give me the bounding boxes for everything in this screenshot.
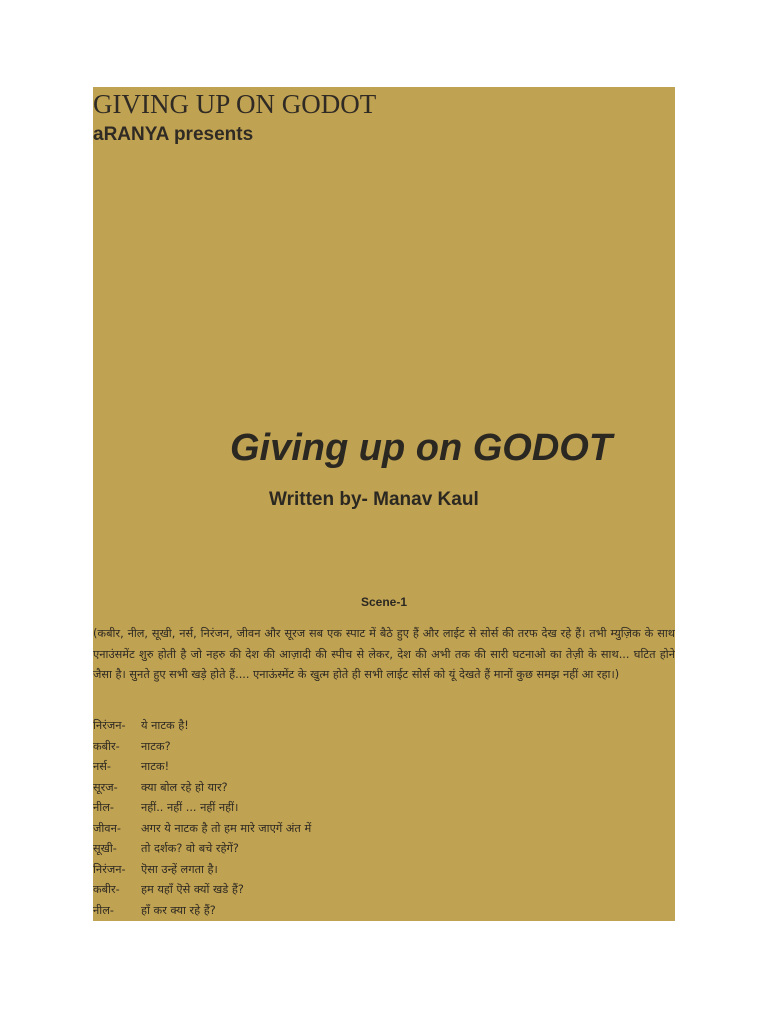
speaker-name: कबीर- bbox=[93, 739, 120, 753]
dialogue-list bbox=[93, 716, 675, 921]
speech-text: ये नाटक है! bbox=[141, 719, 189, 732]
speech-text: नाटक? bbox=[141, 739, 171, 753]
speech-text: तो दर्शक? वो बचे रहेगें? bbox=[141, 842, 239, 855]
speaker-name: कबीर- bbox=[93, 883, 120, 896]
speech-text: ऎसा उन्हें लगता है। bbox=[141, 862, 218, 876]
speaker-name: नर्स- bbox=[93, 760, 111, 773]
speech-text: अगर ये नाटक है तो हम मारे जाएगें अंत में bbox=[141, 821, 312, 835]
dialogue-line bbox=[93, 880, 675, 901]
presents-line: aRANYA presents bbox=[93, 124, 254, 145]
speech-text: हाँ कर क्या रहे हैं? bbox=[141, 903, 216, 917]
dialogue-line bbox=[93, 798, 675, 819]
stage-direction: (कबीर, नील, सूखी, नर्स, निरंजन, जीवन और सूरज सब एक स्पाट में बैठे हुए हैं और लाईट से सोर्स की तरफ देख रहे हैं। तभी म्युज़िक के साथ एनाउंसमेंट शुरु होती है जो नहरु की देश की आज़ादी की स्पीच से लेकर, देश की अभी तक की सारी घटनाओ का तेज़ी के साथ... घटित होने जैसा है। सुनते हुए सभी खड़े होते हैं.... एनाऊंस्मेंट के खुत्म होते ही सभी लाईट सोर्स को यूं देखते हैं मानों कुछ समझ नहीं आ रहा।) bbox=[93, 627, 675, 681]
document-page bbox=[93, 87, 675, 921]
speaker-name: जीवन- bbox=[93, 821, 121, 835]
speech-text: हम यहाँ ऎसे क्यों खडे हैं? bbox=[141, 883, 244, 896]
speech-text: नहीं.. नहीं ... नहीं नहीं। bbox=[141, 801, 239, 814]
dialogue-line bbox=[93, 778, 675, 799]
speaker-name: सूरज- bbox=[93, 780, 118, 794]
speech-text: नाटक! bbox=[141, 760, 170, 773]
dialogue-line bbox=[93, 716, 675, 737]
document-title: GIVING UP ON GODOT bbox=[93, 89, 377, 119]
play-title: Giving up on GODOT bbox=[230, 427, 613, 469]
dialogue-line bbox=[93, 757, 675, 778]
dialogue-line bbox=[93, 860, 675, 881]
scene-heading: Scene-1 bbox=[360, 595, 408, 609]
speaker-name: निरंजन- bbox=[93, 719, 126, 732]
dialogue-line bbox=[93, 737, 675, 758]
dialogue-line bbox=[93, 819, 675, 840]
dialogue-line bbox=[93, 901, 675, 922]
speech-text: क्या बोल रहे हो यार? bbox=[141, 780, 228, 794]
speaker-name: नील- bbox=[93, 801, 114, 814]
speaker-name: निरंजन- bbox=[93, 862, 126, 876]
dialogue-line bbox=[93, 839, 675, 860]
speaker-name: नील- bbox=[93, 903, 114, 917]
author-byline: Written by- Manav Kaul bbox=[269, 489, 479, 510]
speaker-name: सूखी- bbox=[93, 842, 117, 855]
